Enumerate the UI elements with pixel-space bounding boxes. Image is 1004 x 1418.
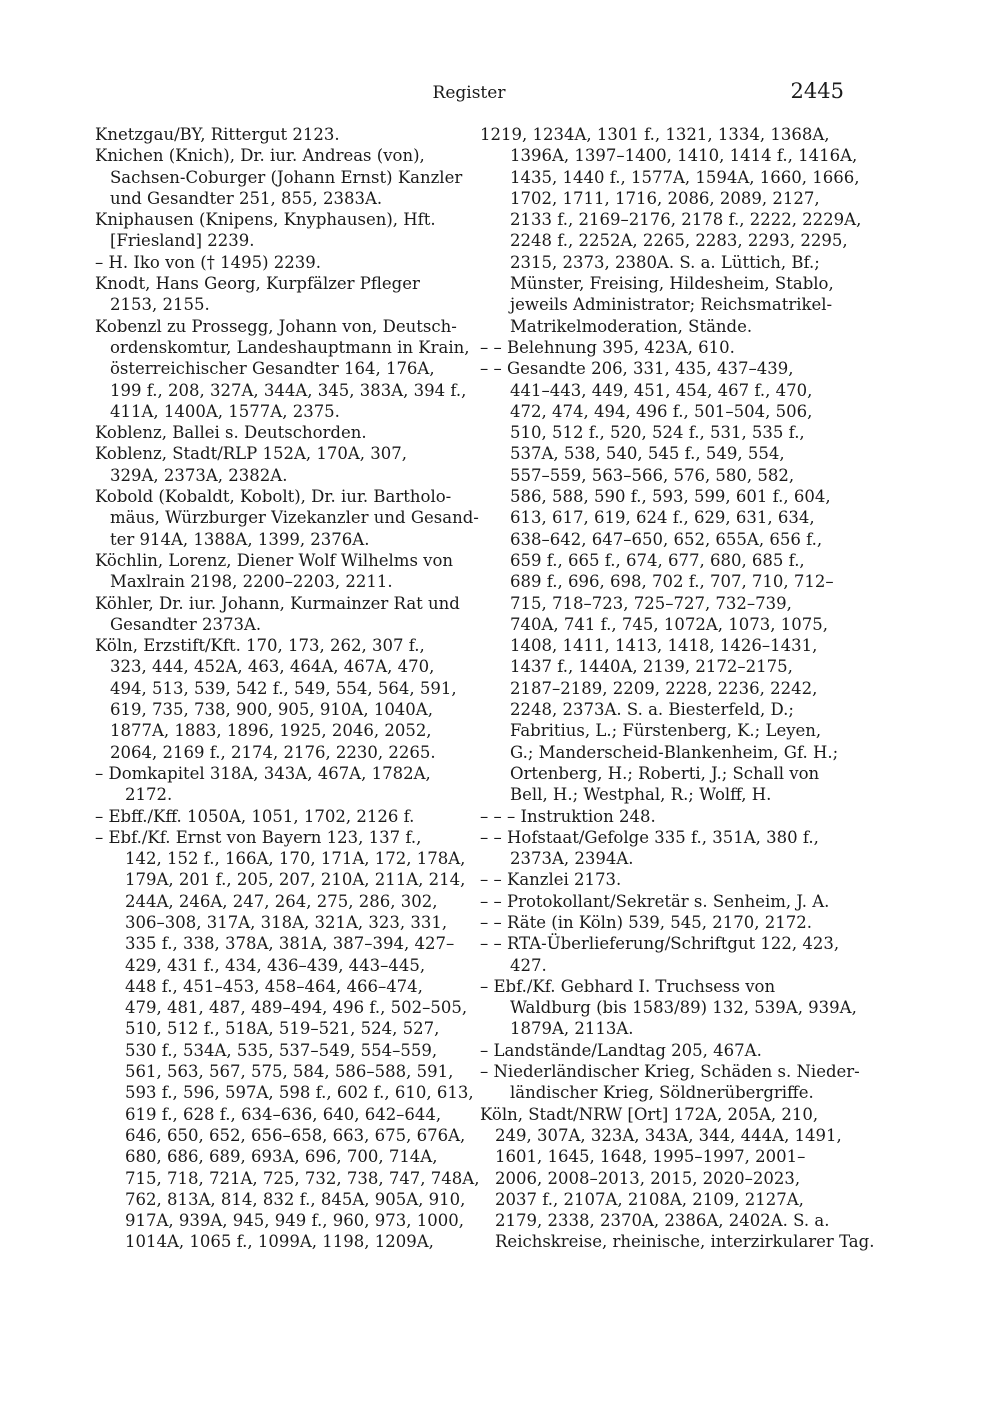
index-entry-line: Matrikelmoderation, Stände. bbox=[510, 316, 753, 336]
index-entry bbox=[95, 209, 465, 252]
index-entry-line: 441–443, 449, 451, 454, 467 f., 470, bbox=[510, 380, 813, 400]
index-entry-line: 1437 f., 1440A, 2139, 2172–2175, bbox=[510, 657, 793, 677]
index-entry bbox=[95, 593, 465, 636]
index-entry-line: 619, 735, 738, 900, 905, 910A, 1040A, bbox=[110, 700, 433, 720]
index-entry-line: ter 914A, 1388A, 1399, 2376A. bbox=[110, 529, 370, 549]
index-entry-line: Waldburg (bis 1583/89) 132, 539A, 939A, bbox=[510, 998, 857, 1018]
right-column bbox=[480, 124, 875, 1253]
index-entry-line: 411A, 1400A, 1577A, 2375. bbox=[110, 401, 340, 421]
index-entry-line: 2153, 2155. bbox=[110, 295, 210, 315]
index-entry-line: 537A, 538, 540, 545 f., 549, 554, bbox=[510, 444, 785, 464]
index-entry-line: Münster, Freising, Hildesheim, Stablo, bbox=[510, 274, 834, 294]
index-entry-line: 2006, 2008–2013, 2015, 2020–2023, bbox=[495, 1168, 801, 1188]
index-entry-line: 613, 617, 619, 624 f., 629, 631, 634, bbox=[510, 508, 815, 528]
index-entry-line: 179A, 201 f., 205, 207, 210A, 211A, 214, bbox=[125, 870, 466, 890]
index-entry bbox=[480, 827, 850, 870]
index-entry-line: 472, 474, 494, 496 f., 501–504, 506, bbox=[510, 401, 813, 421]
index-entry bbox=[95, 316, 470, 422]
index-entry-line: 638–642, 647–650, 652, 655A, 656 f., bbox=[510, 529, 823, 549]
index-entry-line: Maxlrain 2198, 2200–2203, 2211. bbox=[110, 572, 393, 592]
index-entry bbox=[480, 358, 850, 805]
index-entry-line: Koblenz, Stadt/RLP 152A, 170A, 307, bbox=[95, 444, 408, 464]
index-entry-line: Knichen (Knich), Dr. iur. Andreas (von), bbox=[95, 146, 425, 166]
index-entry bbox=[95, 422, 465, 443]
index-entry-line: Koblenz, Ballei s. Deutschorden. bbox=[95, 423, 367, 443]
index-entry-line: 530 f., 534A, 535, 537–549, 554–559, bbox=[125, 1040, 438, 1060]
index-entry-line: 659 f., 665 f., 674, 677, 680, 685 f., bbox=[510, 550, 805, 570]
index-entry bbox=[480, 806, 850, 827]
index-entry bbox=[480, 912, 850, 933]
index-entry-line: Reichskreise, rheinische, interzirkularer Tag. bbox=[495, 1232, 875, 1252]
index-entry bbox=[480, 1104, 875, 1253]
index-entry-line: Kniphausen (Knipens, Knyphausen), Hft. bbox=[95, 210, 436, 230]
index-entry-line: 510, 512 f., 518A, 519–521, 524, 527, bbox=[125, 1019, 440, 1039]
index-entry-line: 1435, 1440 f., 1577A, 1594A, 1660, 1666, bbox=[510, 167, 860, 187]
index-entry-line: – Niederländischer Krieg, Schäden s. Nieder- bbox=[480, 1062, 860, 1082]
index-entry-line: Gesandter 2373A. bbox=[110, 614, 262, 634]
index-entry-line: – Landstände/Landtag 205, 467A. bbox=[480, 1040, 762, 1060]
index-entry-line: 306–308, 317A, 318A, 321A, 323, 331, bbox=[125, 912, 448, 932]
index-entry-line: 329A, 2373A, 2382A. bbox=[110, 465, 288, 485]
index-entry-line: 1396A, 1397–1400, 1410, 1414 f., 1416A, bbox=[510, 146, 858, 166]
index-entry-line: – Ebff./Kff. 1050A, 1051, 1702, 2126 f. bbox=[95, 806, 415, 826]
index-entry-line: – – Räte (in Köln) 539, 545, 2170, 2172. bbox=[480, 912, 812, 932]
index-entry-line: 142, 152 f., 166A, 170, 171A, 172, 178A, bbox=[125, 849, 466, 869]
index-entry-line: 448 f., 451–453, 458–464, 466–474, bbox=[125, 976, 423, 996]
index-entry-line: 593 f., 596, 597A, 598 f., 602 f., 610, 613, bbox=[125, 1083, 474, 1103]
index-entry-line: Köln, Erzstift/Kft. 170, 173, 262, 307 f., bbox=[95, 636, 425, 656]
index-entry-line: – – – Instruktion 248. bbox=[480, 806, 656, 826]
index-entry-line: Sachsen-Coburger (Johann Ernst) Kanzler bbox=[110, 167, 463, 187]
index-entry bbox=[95, 806, 465, 827]
index-entry-line: Köchlin, Lorenz, Diener Wolf Wilhelms von bbox=[95, 550, 454, 570]
index-entry bbox=[95, 763, 465, 806]
index-entry-line: 2315, 2373, 2380A. S. a. Lüttich, Bf.; bbox=[510, 252, 820, 272]
index-entry-line: und Gesandter 251, 855, 2383A. bbox=[110, 188, 383, 208]
index-entry-line: 917A, 939A, 945, 949 f., 960, 973, 1000, bbox=[125, 1211, 464, 1231]
index-entry-line: – – Kanzlei 2173. bbox=[480, 870, 622, 890]
index-entry-line: 2037 f., 2107A, 2108A, 2109, 2127A, bbox=[495, 1189, 804, 1209]
index-entry-line: 335 f., 338, 378A, 381A, 387–394, 427– bbox=[125, 934, 455, 954]
index-entry bbox=[95, 124, 465, 145]
index-entry-line: 2064, 2169 f., 2174, 2176, 2230, 2265. bbox=[110, 742, 436, 762]
index-entry-line: 510, 512 f., 520, 524 f., 531, 535 f., bbox=[510, 423, 805, 443]
index-entry-line: Kobold (Kobaldt, Kobolt), Dr. iur. Bartholo- bbox=[95, 487, 452, 507]
index-entry-line: 249, 307A, 323A, 343A, 344, 444A, 1491, bbox=[495, 1125, 842, 1145]
index-entry bbox=[480, 933, 850, 976]
index-entry bbox=[95, 550, 465, 593]
index-entry-line: 429, 431 f., 434, 436–439, 443–445, bbox=[125, 955, 426, 975]
index-entry-line: 2373A, 2394A. bbox=[510, 849, 634, 869]
index-entry-line: ordenskomtur, Landeshauptmann in Krain, bbox=[110, 337, 470, 357]
index-entry-line: Bell, H.; Westphal, R.; Wolff, H. bbox=[510, 785, 772, 805]
index-entry-line: 689 f., 696, 698, 702 f., 707, 710, 712– bbox=[510, 572, 834, 592]
index-entry-line: Knetzgau/BY, Rittergut 2123. bbox=[95, 125, 340, 144]
index-entry-line: 557–559, 563–566, 576, 580, 582, bbox=[510, 465, 795, 485]
index-entry-line: – – Hofstaat/Gefolge 335 f., 351A, 380 f., bbox=[480, 827, 819, 847]
index-entry bbox=[480, 124, 862, 337]
index-entry-line: 1877A, 1883, 1896, 1925, 2046, 2052, bbox=[110, 721, 432, 741]
index-entry-line: jeweils Administrator; Reichsmatrikel- bbox=[510, 295, 833, 315]
index-entry-line: 2172. bbox=[125, 785, 173, 805]
page-number: 2445 bbox=[790, 79, 844, 103]
index-entry-line: 619 f., 628 f., 634–636, 640, 642–644, bbox=[125, 1104, 442, 1124]
index-entry-line: 1014A, 1065 f., 1099A, 1198, 1209A, bbox=[125, 1232, 434, 1252]
index-entry-line: 199 f., 208, 327A, 344A, 345, 383A, 394 f., bbox=[110, 380, 467, 400]
index-entry bbox=[95, 827, 480, 1253]
index-entry-line: – – Gesandte 206, 331, 435, 437–439, bbox=[480, 359, 794, 379]
index-entry-line: 2179, 2338, 2370A, 2386A, 2402A. S. a. bbox=[495, 1211, 830, 1231]
index-entry-line: – – RTA-Überlieferung/Schriftgut 122, 423, bbox=[480, 934, 840, 954]
index-entry-line: 646, 650, 652, 656–658, 663, 675, 676A, bbox=[125, 1125, 466, 1145]
index-entry-line: – Ebf./Kf. Ernst von Bayern 123, 137 f., bbox=[95, 827, 422, 847]
index-entry-line: 2187–2189, 2209, 2228, 2236, 2242, bbox=[510, 678, 818, 698]
index-entry bbox=[95, 252, 465, 273]
index-entry-line: Kobenzl zu Prossegg, Johann von, Deutsch- bbox=[95, 316, 457, 336]
index-entry-line: G.; Manderscheid-Blankenheim, Gf. H.; bbox=[510, 742, 839, 762]
index-entry-line: 715, 718, 721A, 725, 732, 738, 747, 748A, bbox=[125, 1168, 480, 1188]
index-entry-line: [Friesland] 2239. bbox=[110, 231, 255, 251]
index-entry-line: 427. bbox=[510, 955, 547, 975]
index-entry-line: 680, 686, 689, 693A, 696, 700, 714A, bbox=[125, 1147, 438, 1167]
index-entry-line: Ortenberg, H.; Roberti, J.; Schall von bbox=[510, 763, 820, 783]
index-entry-line: 2248, 2373A. S. a. Biesterfeld, D.; bbox=[510, 700, 794, 720]
index-entry bbox=[95, 273, 465, 316]
index-entry bbox=[95, 145, 465, 209]
index-entry-line: ländischer Krieg, Söldnerübergriffe. bbox=[510, 1083, 814, 1103]
running-header: Register bbox=[432, 83, 506, 103]
index-entry-line: 1408, 1411, 1413, 1418, 1426–1431, bbox=[510, 636, 818, 656]
index-entry bbox=[480, 337, 850, 358]
index-entry bbox=[480, 1040, 850, 1061]
index-entry bbox=[480, 1061, 860, 1104]
index-entry-line: 1702, 1711, 1716, 2086, 2089, 2127, bbox=[510, 188, 820, 208]
index-entry-line: 494, 513, 539, 542 f., 549, 554, 564, 591, bbox=[110, 678, 457, 698]
index-entry bbox=[480, 891, 850, 912]
index-entry bbox=[95, 486, 479, 550]
index-entry-line: 586, 588, 590 f., 593, 599, 601 f., 604, bbox=[510, 487, 831, 507]
index-entry-line: österreichischer Gesandter 164, 176A, bbox=[110, 359, 435, 379]
index-entry bbox=[480, 976, 857, 1040]
index-entry-line: – – Belehnung 395, 423A, 610. bbox=[480, 337, 735, 357]
left-column bbox=[95, 124, 480, 1253]
index-entry-line: – Ebf./Kf. Gebhard I. Truchsess von bbox=[480, 976, 776, 996]
index-entry-line: 2133 f., 2169–2176, 2178 f., 2222, 2229A, bbox=[510, 210, 862, 230]
index-entry-line: 479, 481, 487, 489–494, 496 f., 502–505, bbox=[125, 998, 468, 1018]
index-entry-line: 762, 813A, 814, 832 f., 845A, 905A, 910, bbox=[125, 1189, 466, 1209]
index-entry-line: 1601, 1645, 1648, 1995–1997, 2001– bbox=[495, 1147, 806, 1167]
index-entry-line: 1219, 1234A, 1301 f., 1321, 1334, 1368A, bbox=[480, 125, 830, 144]
index-entry-line: – Domkapitel 318A, 343A, 467A, 1782A, bbox=[95, 763, 431, 783]
index-entry-line: Fabritius, L.; Fürstenberg, K.; Leyen, bbox=[510, 721, 822, 741]
index-entry-line: mäus, Würzburger Vizekanzler und Gesand- bbox=[110, 508, 479, 528]
index-entry-line: 1879A, 2113A. bbox=[510, 1019, 634, 1039]
index-entry-line: 715, 718–723, 725–727, 732–739, bbox=[510, 593, 792, 613]
index-entry-line: 561, 563, 567, 575, 584, 586–588, 591, bbox=[125, 1062, 454, 1082]
index-entry-line: – H. Iko von († 1495) 2239. bbox=[95, 252, 322, 272]
index-entry-line: 244A, 246A, 247, 264, 275, 286, 302, bbox=[125, 891, 438, 911]
index-entry-line: 323, 444, 452A, 463, 464A, 467A, 470, bbox=[110, 657, 435, 677]
index-entry bbox=[95, 635, 465, 763]
index-entry-line: 2248 f., 2252A, 2265, 2283, 2293, 2295, bbox=[510, 231, 848, 251]
index-entry-line: Knodt, Hans Georg, Kurpfälzer Pfleger bbox=[95, 274, 420, 294]
index-entry-line: Köhler, Dr. iur. Johann, Kurmainzer Rat und bbox=[95, 593, 460, 613]
index-entry-line: Köln, Stadt/NRW [Ort] 172A, 205A, 210, bbox=[480, 1104, 819, 1124]
index-entry bbox=[95, 443, 465, 486]
index-entry-line: – – Protokollant/Sekretär s. Senheim, J. A. bbox=[480, 891, 830, 911]
index-entry bbox=[480, 869, 850, 890]
index-entry-line: 740A, 741 f., 745, 1072A, 1073, 1075, bbox=[510, 614, 828, 634]
